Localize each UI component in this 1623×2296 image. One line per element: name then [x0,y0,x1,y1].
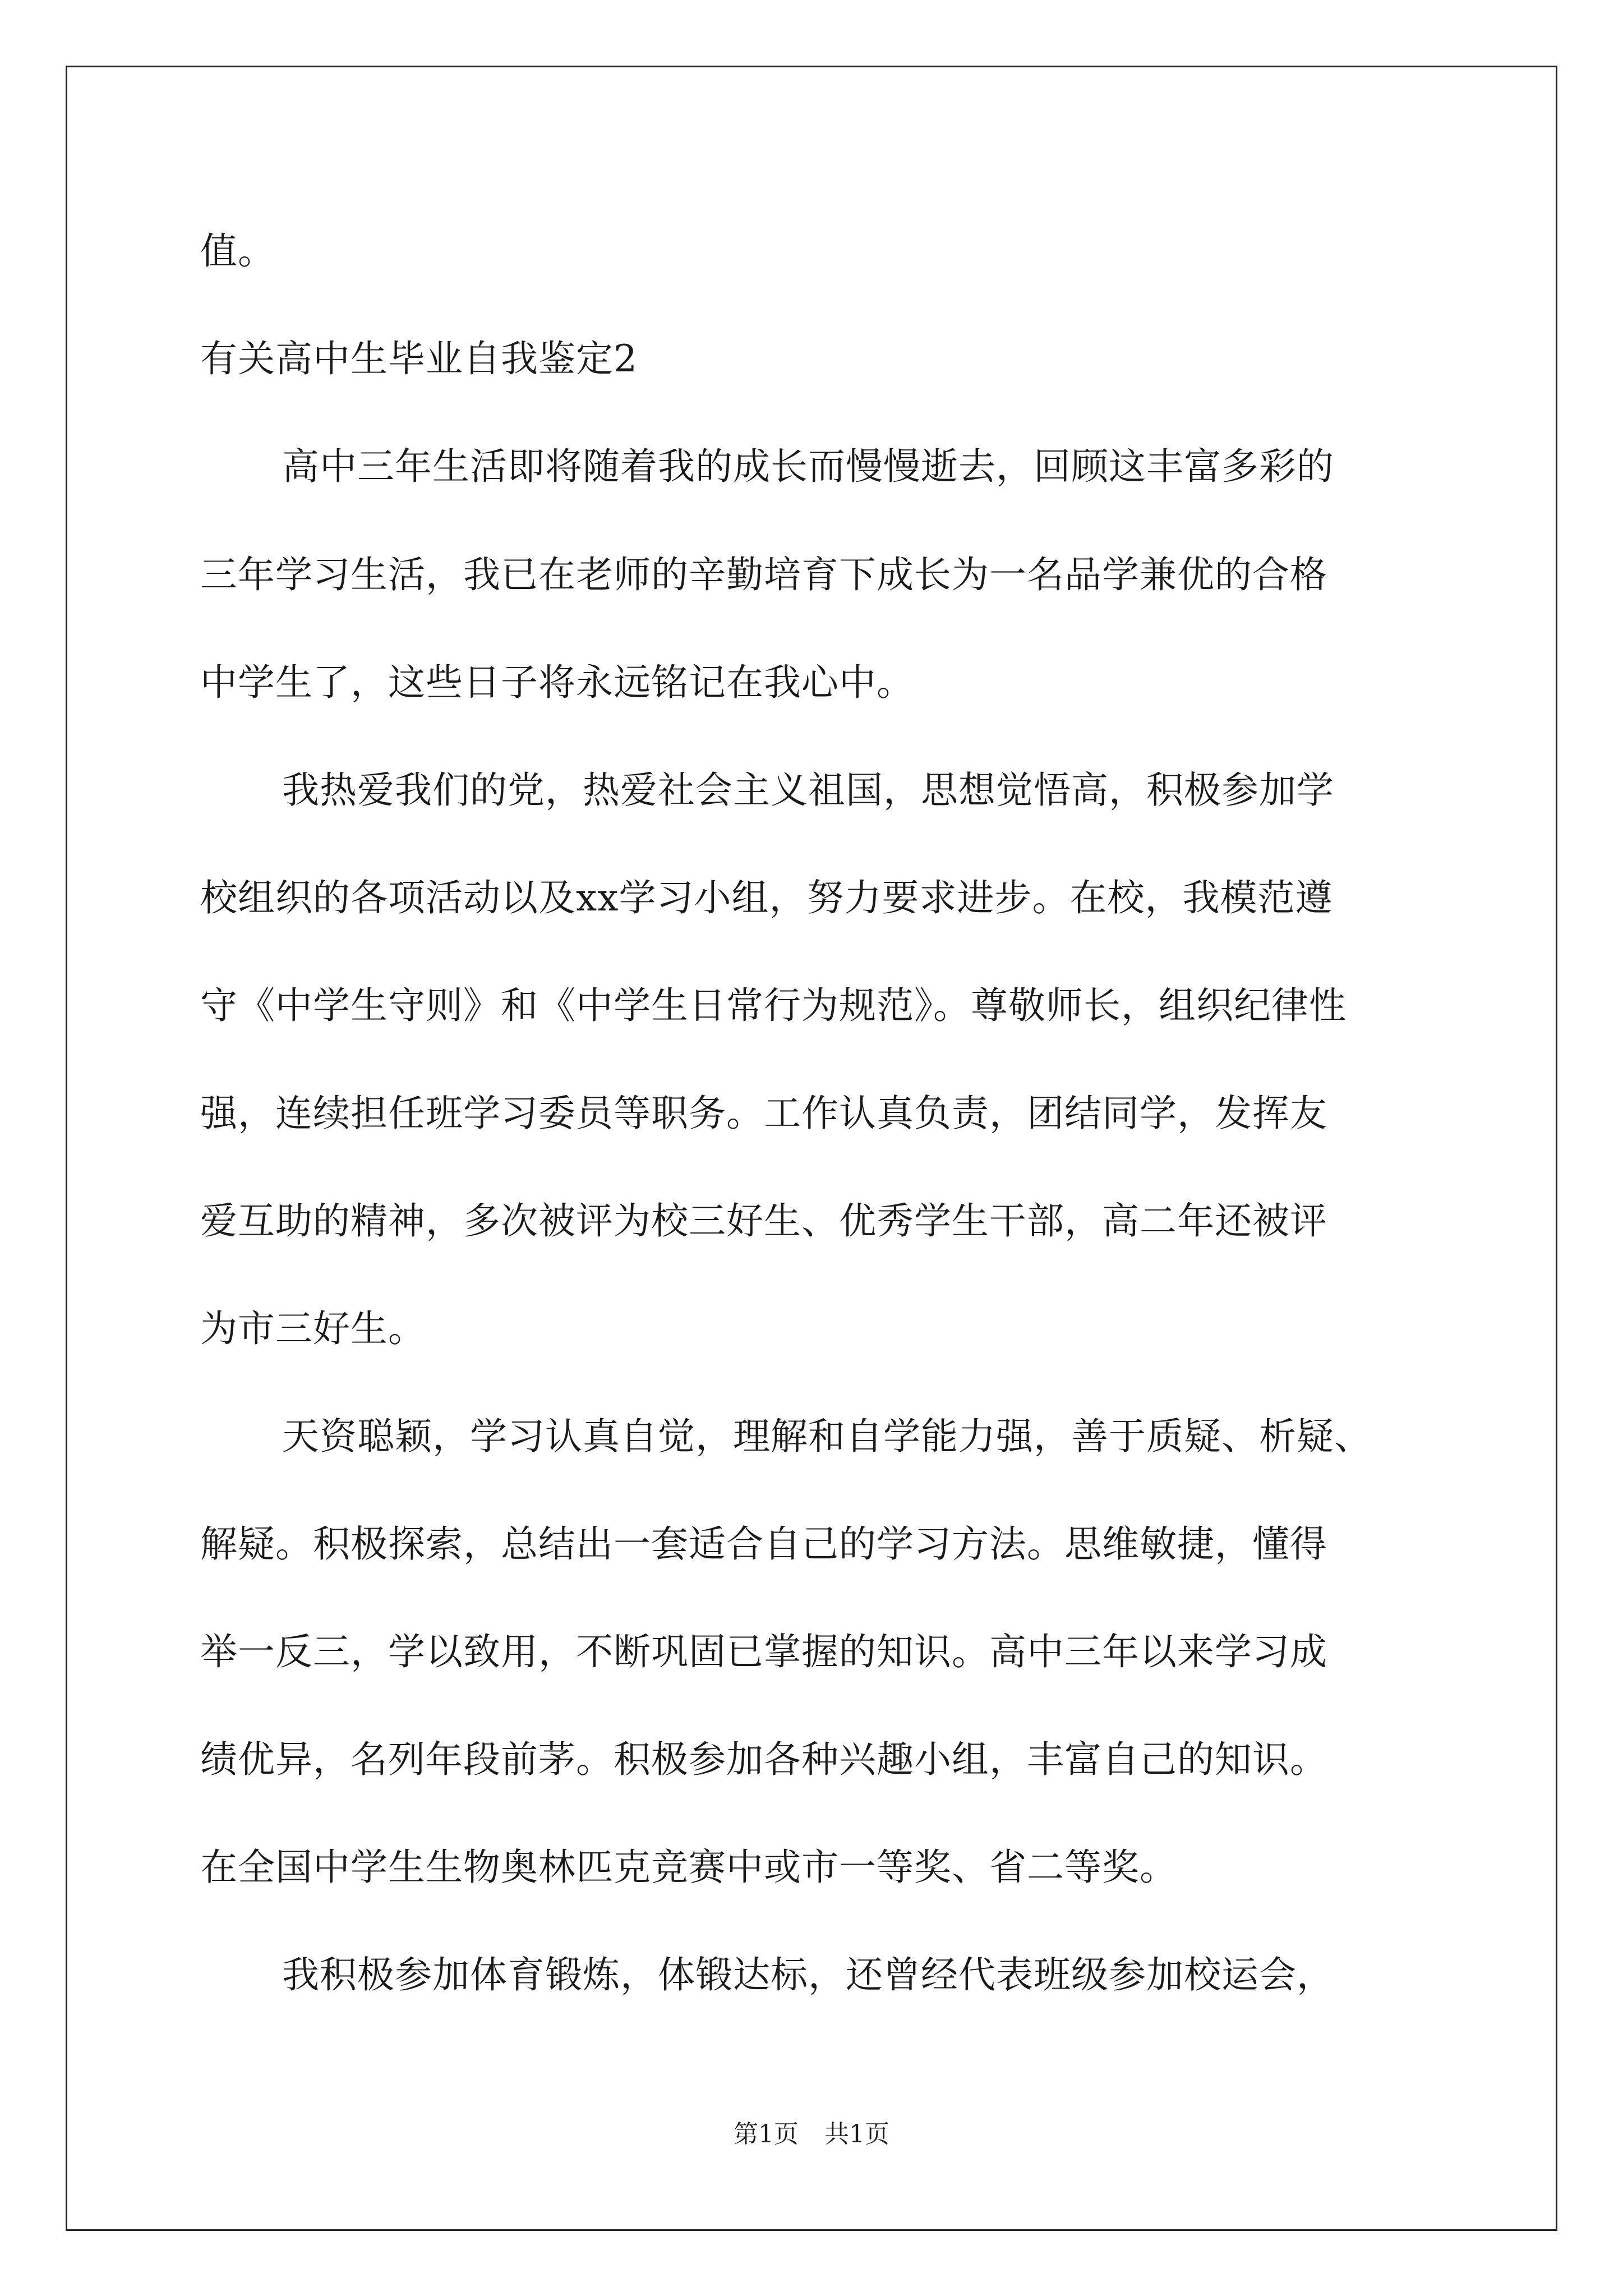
text-line: 我热爱我们的党，热爱社会主义祖国，思想觉悟高，积极参加学 [282,769,1334,812]
section-heading: 有关高中生毕业自我鉴定2 [200,337,638,380]
text-line: 中学生了，这些日子将永远铭记在我心中。 [200,661,914,704]
text-line: 值。 [200,229,275,273]
text-line: 爱互助的精神，多次被评为校三好生、优秀学生干部，高二年还被评 [200,1199,1327,1243]
text-line: 高中三年生活即将随着我的成长而慢慢逝去，回顾这丰富多彩的 [282,445,1334,488]
text-line: 天资聪颖，学习认真自觉，理解和自学能力强，善于质疑、析疑、 [282,1415,1372,1458]
text-line: 在全国中学生生物奥林匹克竞赛中或市一等奖、省二等奖。 [200,1846,1177,1889]
text-line: 守《中学生守则》和《中学生日常行为规范》。尊敬师长，组织纪律性 [200,984,1347,1027]
text-line: 我积极参加体育锻炼，体锻达标，还曾经代表班级参加校运会， [282,1953,1334,1996]
text-line: 三年学习生活，我已在老师的辛勤培育下成长为一名品学兼优的合格 [200,553,1327,596]
page-footer [0,2118,1623,2151]
text-line: 绩优异，名列年段前茅。积极参加各种兴趣小组，丰富自己的知识。 [200,1738,1327,1781]
text-line: 为市三好生。 [200,1307,426,1350]
text-line: 校组织的各项活动以及xx学习小组，努力要求进步。在校，我模范遵 [200,876,1333,919]
page-number: 第1页 [734,2120,799,2148]
page-border [66,66,1557,2231]
text-line: 强，连续担任班学习委员等职务。工作认真负责，团结同学，发挥友 [200,1092,1327,1135]
text-line: 解疑。积极探索，总结出一套适合自己的学习方法。思维敏捷，懂得 [200,1522,1327,1566]
page-total: 共1页 [824,2120,889,2148]
text-line: 举一反三，学以致用，不断巩固已掌握的知识。高中三年以来学习成 [200,1630,1327,1673]
